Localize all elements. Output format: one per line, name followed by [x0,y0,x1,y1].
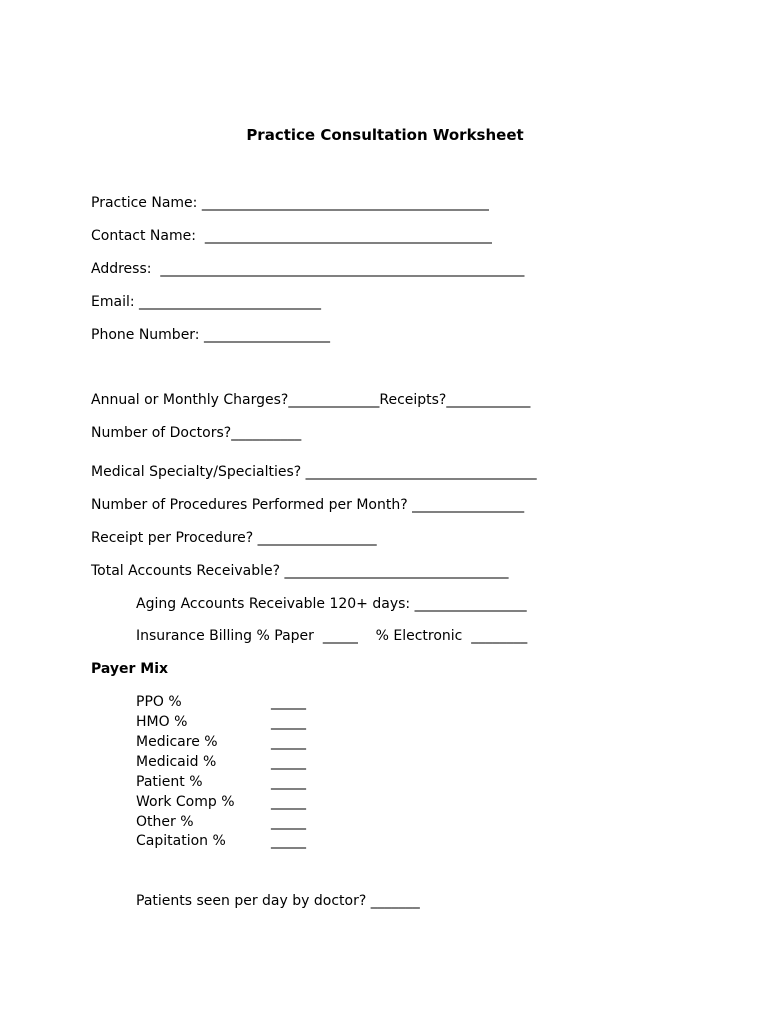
payer-blank-hmo[interactable]: _____ [271,714,306,730]
patients-per-day-field[interactable]: Patients seen per day by doctor? _______ [136,893,420,909]
payer-label-hmo: HMO % [136,714,188,730]
page-title: Practice Consultation Worksheet [246,126,524,144]
payer-blank-patient[interactable]: _____ [271,774,306,790]
payer-label-capitation: Capitation % [136,833,226,849]
num-doctors-field[interactable]: Number of Doctors?__________ [91,425,302,441]
payer-label-work-comp: Work Comp % [136,794,235,810]
payer-blank-capitation[interactable]: _____ [271,833,306,849]
specialty-field[interactable]: Medical Specialty/Specialties? _________________________________ [91,464,537,480]
payer-blank-ppo[interactable]: _____ [271,694,306,710]
payer-label-patient: Patient % [136,774,203,790]
practice-name-field[interactable]: Practice Name: _________________________________________ [91,195,489,211]
payer-label-ppo: PPO % [136,694,182,710]
payer-blank-medicare[interactable]: _____ [271,734,306,750]
payer-blank-other[interactable]: _____ [271,814,306,830]
payer-label-other: Other % [136,814,194,830]
payer-label-medicaid: Medicaid % [136,754,217,770]
phone-field[interactable]: Phone Number: __________________ [91,327,330,343]
payer-blank-medicaid[interactable]: _____ [271,754,306,770]
insurance-billing-field[interactable]: Insurance Billing % Paper _____ % Electronic ________ [136,628,528,644]
payer-label-medicare: Medicare % [136,734,218,750]
total-ar-field[interactable]: Total Accounts Receivable? ________________________________ [91,563,509,579]
email-field[interactable]: Email: __________________________ [91,294,322,310]
payer-mix-heading: Payer Mix [91,661,169,677]
contact-name-field[interactable]: Contact Name: _________________________________________ [91,228,492,244]
procedures-field[interactable]: Number of Procedures Performed per Month? ________________ [91,497,525,513]
receipt-per-procedure-field[interactable]: Receipt per Procedure? _________________ [91,530,377,546]
address-field[interactable]: Address: ____________________________________________________ [91,261,525,277]
aging-ar-field[interactable]: Aging Accounts Receivable 120+ days: ________________ [136,596,527,612]
charges-receipts-field[interactable]: Annual or Monthly Charges?_____________Receipts?____________ [91,392,531,408]
payer-blank-work-comp[interactable]: _____ [271,794,306,810]
